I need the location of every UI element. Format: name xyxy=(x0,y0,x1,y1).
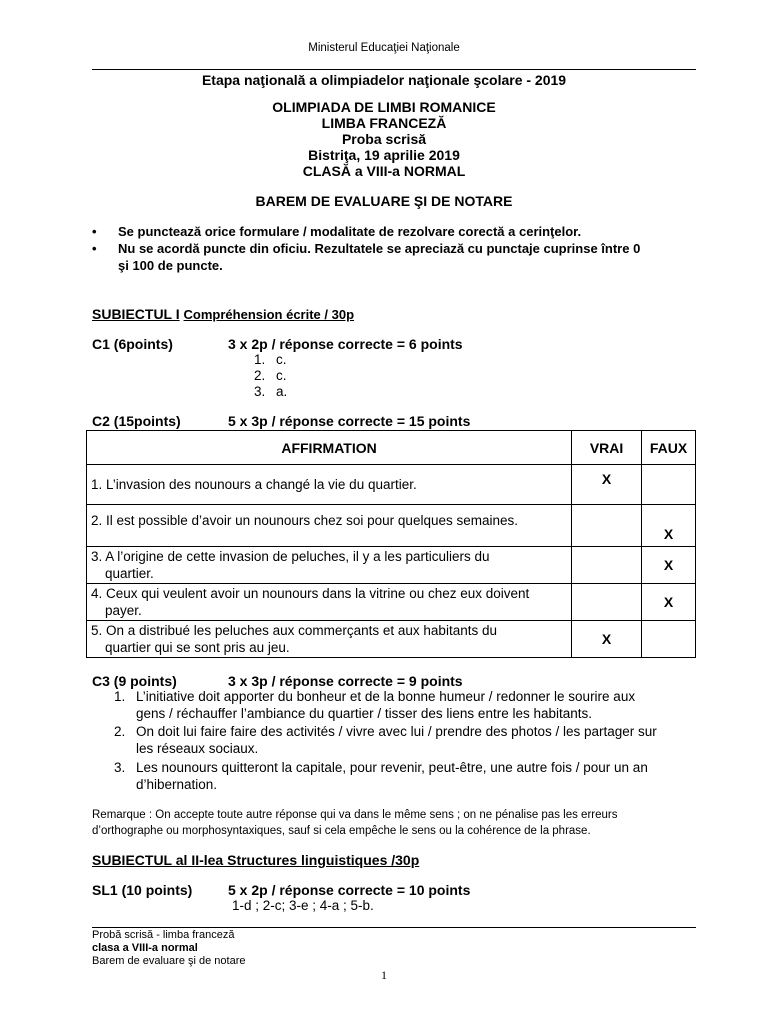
answer-text: Les nounours quitteront la capitale, pour revenir, peut-être, une autre fois / pour un an xyxy=(136,760,648,775)
answer-number: 3. xyxy=(114,760,126,775)
subject2-heading: SUBIECTUL al II-lea Structures linguistiques /30p xyxy=(92,852,420,868)
c2-label: C2 (15points) xyxy=(92,413,181,429)
subject1-heading xyxy=(92,306,354,322)
vrai-cell xyxy=(572,505,642,547)
c3-answer xyxy=(114,759,696,793)
c3-scoring: 3 x 3p / réponse correcte = 9 points xyxy=(228,673,463,689)
c3-answer xyxy=(114,688,696,722)
table-row xyxy=(87,584,696,621)
c3-answer xyxy=(114,723,696,757)
c2-scoring: 5 x 3p / réponse correcte = 15 points xyxy=(228,413,471,429)
table-row xyxy=(87,505,696,547)
header-affirmation: AFFIRMATION xyxy=(87,431,572,465)
answer-text-cont: gens / réchauffer l’ambiance du quartier / tisser des liens entre les habitants. xyxy=(136,706,593,721)
test-title: Proba scrisă xyxy=(341,131,427,147)
bullet-2-cont: şi 100 de puncte. xyxy=(118,258,223,273)
sl1-answers: 1-d ; 2-c; 3-e ; 4-a ; 5-b. xyxy=(232,898,374,913)
c3-label: C3 (9 points) xyxy=(92,673,177,689)
bullet-symbol: • xyxy=(92,224,97,239)
table-row xyxy=(87,547,696,584)
affirmation-cell xyxy=(87,584,572,621)
bullet-1: Se punctează orice formulare / modalitate de rezolvare corectă a cerinţelor. xyxy=(118,224,582,239)
bullet-2: Nu se acordă puncte din oficiu. Rezultatele se apreciază cu punctaje cuprinse între 0 xyxy=(118,241,641,256)
affirmation-text-cont: quartier. xyxy=(105,566,154,581)
faux-cell xyxy=(642,465,696,505)
answer-value: c. xyxy=(276,368,287,383)
affirmation-cell xyxy=(87,465,572,505)
remark-line: d’orthographe ou morphosyntaxiques, sauf si cela empêche le sens ou la cohérence de la phrase. xyxy=(92,825,591,837)
subject1-subtitle: Compréhension écrite / 30p xyxy=(183,307,355,322)
class-title: CLASĂ a VIII-a NORMAL xyxy=(302,163,466,179)
language-title: LIMBA FRANCEZĂ xyxy=(321,115,447,131)
footer-line: Barem de evaluare şi de notare xyxy=(92,955,246,967)
c1-answer xyxy=(254,367,287,384)
table-header-row xyxy=(87,431,696,465)
stage-title: Etapa naţională a olimpiadelor naţionale şcolare - 2019 xyxy=(201,72,567,88)
footer-line: Probă scrisă - limba franceză xyxy=(92,929,235,941)
vrai-cell: X xyxy=(572,621,642,658)
affirmation-text-cont: quartier qui se sont pris au jeu. xyxy=(105,640,290,655)
footer-divider xyxy=(92,927,696,928)
table-row xyxy=(87,621,696,658)
affirmation-text: 5. On a distribué les peluches aux commerçants et aux habitants du xyxy=(91,623,497,638)
vrai-cell: X xyxy=(572,465,642,505)
answer-number: 1. xyxy=(254,352,266,367)
remark xyxy=(92,807,617,839)
affirmation-text: 3. A l’origine de cette invasion de peluches, il y a les particuliers du xyxy=(91,549,490,564)
affirmation-text: 1. L’invasion des nounours a changé la vie du quartier. xyxy=(91,477,417,492)
answer-value: a. xyxy=(276,384,288,399)
page-number: 1 xyxy=(381,968,387,982)
place-date: Bistriţa, 19 aprilie 2019 xyxy=(308,147,460,163)
answer-number: 1. xyxy=(114,689,126,704)
header-divider xyxy=(92,69,696,70)
answer-text: On doit lui faire faire des activités / vivre avec lui / prendre des photos / les partager sur xyxy=(136,724,657,739)
answer-text: L’initiative doit apporter du bonheur et de la bonne humeur / redonner le sourire aux xyxy=(136,689,636,704)
c1-label: C1 (6points) xyxy=(92,336,173,352)
sl1-scoring: 5 x 2p / réponse correcte = 10 points xyxy=(228,882,471,898)
answer-text-cont: les réseaux sociaux. xyxy=(136,741,259,756)
affirmation-text: 4. Ceux qui veulent avoir un nounours dans la vitrine ou chez eux doivent xyxy=(91,586,530,601)
bullet-symbol: • xyxy=(92,241,97,256)
footer-line: clasa a VIII-a normal xyxy=(92,942,198,954)
remark-line: Remarque : On accepte toute autre réponse qui va dans le même sens ; on ne pénalise pas les erreurs xyxy=(92,809,618,821)
sl1-label: SL1 (10 points) xyxy=(92,882,193,898)
subject1-label: SUBIECTUL I xyxy=(92,306,180,322)
c1-answer xyxy=(254,351,287,368)
table-row xyxy=(87,465,696,505)
faux-cell xyxy=(642,621,696,658)
answer-number: 2. xyxy=(254,368,266,383)
footer xyxy=(92,929,245,968)
affirmation-text: 2. Il est possible d’avoir un nounours chez soi pour quelques semaines. xyxy=(91,513,519,528)
answer-number: 3. xyxy=(254,384,266,399)
affirmation-cell xyxy=(87,547,572,584)
ministry-header: Ministerul Educaţiei Naţionale xyxy=(308,42,460,54)
c1-scoring: 3 x 2p / réponse correcte = 6 points xyxy=(228,336,463,352)
vrai-cell xyxy=(572,584,642,621)
affirmation-cell xyxy=(87,505,572,547)
answer-text-cont: d’hibernation. xyxy=(136,777,218,792)
c1-answer xyxy=(254,383,287,400)
answer-number: 2. xyxy=(114,724,126,739)
affirmation-cell xyxy=(87,621,572,658)
vrai-cell xyxy=(572,547,642,584)
header-faux: FAUX xyxy=(642,431,696,465)
barem-title: BAREM DE EVALUARE ŞI DE NOTARE xyxy=(255,193,513,209)
faux-cell: X xyxy=(642,584,696,621)
c2-table xyxy=(86,430,696,658)
faux-cell: X xyxy=(642,505,696,547)
olympiad-title: OLIMPIADA DE LIMBI ROMANICE xyxy=(272,99,496,115)
header-vrai: VRAI xyxy=(572,431,642,465)
answer-value: c. xyxy=(276,352,287,367)
affirmation-text-cont: payer. xyxy=(105,603,142,618)
faux-cell: X xyxy=(642,547,696,584)
